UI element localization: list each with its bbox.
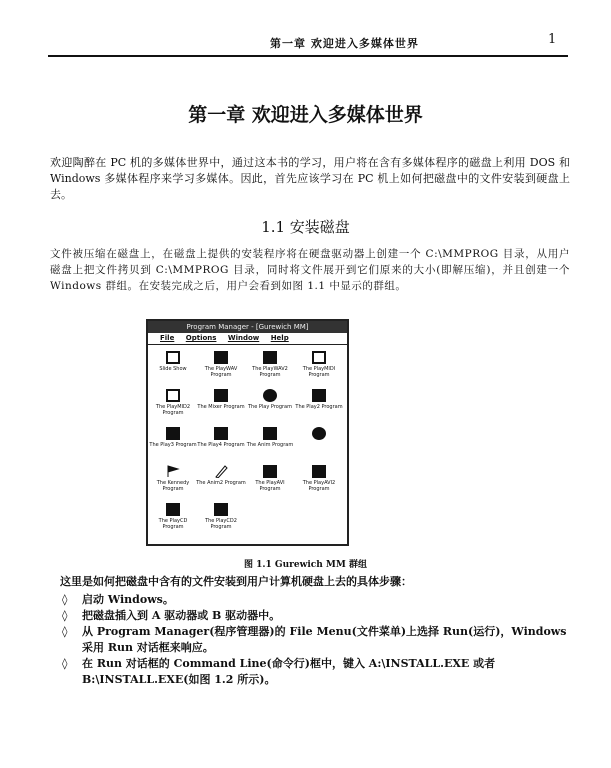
program-item[interactable] xyxy=(245,427,295,448)
program-item-label: The Play3 Program xyxy=(149,442,197,448)
program-icon xyxy=(312,465,326,478)
header-rule xyxy=(48,55,568,57)
round-icon xyxy=(263,389,277,402)
slideshow-icon xyxy=(166,351,180,364)
program-item[interactable] xyxy=(148,427,198,448)
steps-list xyxy=(60,592,570,688)
program-item-label: The Mixer Program xyxy=(197,404,245,410)
program-item[interactable] xyxy=(294,465,344,492)
program-item-label: The PlayWAV Program xyxy=(204,366,238,378)
program-icon xyxy=(214,389,228,402)
program-item-label: The PlayMIDI Program xyxy=(302,366,336,378)
program-icon xyxy=(214,427,228,440)
step-item: ◊ 从 Program Manager(程序管理器)的 File Menu(文件菜单)上选择 Run(运行)，Windows 采用 Run 对话框来响应。 xyxy=(62,625,567,654)
pen-icon xyxy=(214,465,228,478)
install-paragraph: 文件被压缩在磁盘上，在磁盘上提供的安装程序将在硬盘驱动器上创建一个 C:\MMPROG 目录，从用户磁盘上把文件拷贝到 C:\MMPROG 目录，同时将文件展开到它们原来的大小(即解压缩)，并且创建一个 Windows 群组。在安装完成之后，用户会看到如图 1.1 中显示的群组。 xyxy=(50,248,570,292)
program-item[interactable] xyxy=(196,465,246,486)
flag-icon xyxy=(166,465,180,478)
program-item-label: The Kennedy Program xyxy=(156,480,190,492)
step-item: ◊ 启动 Windows。 xyxy=(62,593,174,606)
running-head: 第一章 欢迎进入多媒体世界 xyxy=(270,37,419,50)
program-icon xyxy=(263,427,277,440)
program-icon xyxy=(263,465,277,478)
program-icon xyxy=(312,389,326,402)
menu-options[interactable]: Options xyxy=(185,334,217,342)
bullet-icon: ◊ xyxy=(62,593,68,606)
menu-bar xyxy=(148,333,347,345)
program-item[interactable] xyxy=(245,351,295,378)
menu-window[interactable]: Window xyxy=(227,334,260,342)
program-manager-window xyxy=(146,319,349,546)
program-item[interactable] xyxy=(196,389,246,410)
program-item[interactable] xyxy=(294,389,344,410)
program-item-label: The PlayWAV2 Program xyxy=(252,366,288,378)
program-item-label: The Anim Program xyxy=(246,442,294,448)
bullet-icon: ◊ xyxy=(62,609,68,622)
program-item[interactable] xyxy=(196,503,246,530)
program-item[interactable] xyxy=(294,351,344,378)
steps-intro: 这里是如何把磁盘中含有的文件安装到用户计算机硬盘上去的具体步骤： xyxy=(60,575,412,588)
step-item: ◊ 把磁盘插入到 A 驱动器或 B 驱动器中。 xyxy=(62,609,281,622)
program-item-label: Slide Show xyxy=(159,366,187,372)
program-item[interactable] xyxy=(196,427,246,448)
program-item[interactable] xyxy=(245,389,295,410)
bullet-icon: ◊ xyxy=(62,625,68,638)
figure-caption: 图 1.1 Gurewich MM 群组 xyxy=(243,560,367,570)
program-icon xyxy=(214,351,228,364)
cabinet-icon xyxy=(312,351,326,364)
program-item-label: The PlayCD2 Program xyxy=(205,518,237,530)
step-item: ◊ 在 Run 对话框的 Command Line(命令行)框中，键入 A:\INSTALL.EXE 或者 B:\INSTALL.EXE(如图 1.2 所示)。 xyxy=(62,657,496,686)
program-item-label: The PlayCD Program xyxy=(158,518,188,530)
program-item-label: The Play4 Program xyxy=(197,442,245,448)
program-item-label: The Play Program xyxy=(247,404,292,410)
program-icon xyxy=(166,427,180,440)
section-title: 1.1 安装磁盘 xyxy=(261,218,350,236)
program-item[interactable] xyxy=(148,389,198,416)
program-item[interactable] xyxy=(148,503,198,530)
program-icon xyxy=(166,503,180,516)
program-item[interactable] xyxy=(245,465,295,492)
program-item[interactable] xyxy=(148,351,198,372)
program-item-label: The Play2 Program xyxy=(295,404,343,410)
cabinet-icon xyxy=(166,389,180,402)
program-item-label: The PlayAVI Program xyxy=(255,480,285,492)
program-icon xyxy=(214,503,228,516)
page-number: 1 xyxy=(548,32,557,47)
program-item[interactable] xyxy=(196,351,246,378)
window-title: Program Manager - [Gurewich MM] xyxy=(148,321,347,333)
chapter-title: 第一章 欢迎进入多媒体世界 xyxy=(188,104,423,126)
program-icon xyxy=(263,351,277,364)
program-item-label: The Anim2 Program xyxy=(196,480,246,486)
program-item-label: The PlayMID2 Program xyxy=(155,404,191,416)
bullet-icon: ◊ xyxy=(62,657,68,670)
intro-paragraph: 欢迎陶醉在 PC 机的多媒体世界中，通过这本书的学习，用户将在含有多媒体程序的磁盘上利用 DOS 和 Windows 多媒体程序来学习多媒体。因此，首先应该学习在 PC 机上如何把磁盘中的文件安装到硬盘上去。 xyxy=(50,156,570,201)
round-icon xyxy=(312,427,326,440)
program-item[interactable] xyxy=(148,465,198,492)
menu-file[interactable]: File xyxy=(160,334,175,342)
program-item-label: The PlayAVI2 Program xyxy=(302,480,336,492)
menu-help[interactable]: Help xyxy=(270,334,289,342)
program-item[interactable] xyxy=(294,427,344,442)
